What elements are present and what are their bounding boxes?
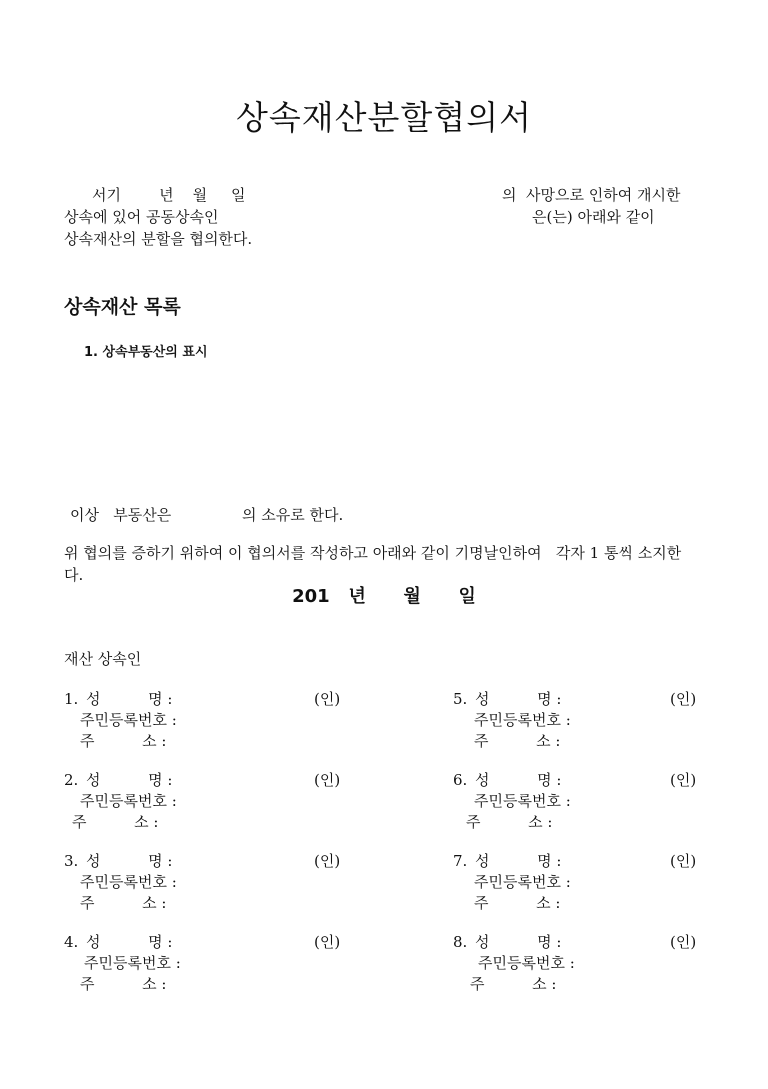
heir-number: 6. bbox=[453, 771, 468, 789]
ownership-text-left: 이상 부동산은 bbox=[70, 506, 172, 524]
heir-name-label: 성 명 : bbox=[475, 771, 562, 789]
agreement-line2: 다. bbox=[64, 566, 84, 584]
heir-rrn-label: 주민등록번호 : bbox=[80, 792, 177, 810]
heir-address-label: 주 소 : bbox=[470, 975, 557, 993]
heir-rrn-label: 주민등록번호 : bbox=[474, 711, 571, 729]
heir-rrn-label: 주민등록번호 : bbox=[80, 873, 177, 891]
intro-line3: 상속재산의 분할을 협의한다. bbox=[64, 230, 253, 248]
seal-mark: (인) bbox=[314, 771, 341, 789]
seal-mark: (인) bbox=[314, 852, 341, 870]
seal-mark: (인) bbox=[670, 690, 697, 708]
agreement-date: 201 년 월 일 bbox=[292, 586, 476, 607]
heir-name-label: 성 명 : bbox=[86, 771, 173, 789]
agreement-line1: 위 협의를 증하기 위하여 이 협의서를 작성하고 아래와 같이 기명날인하여 각자 1 통씩 소지한 bbox=[64, 544, 682, 562]
heir-address-label: 주 소 : bbox=[474, 894, 561, 912]
heir-name-label: 성 명 : bbox=[86, 852, 173, 870]
heirs-label: 재산 상속인 bbox=[64, 650, 142, 668]
seal-mark: (인) bbox=[314, 933, 341, 951]
heir-number: 5. bbox=[453, 690, 468, 708]
heir-number: 8. bbox=[453, 933, 468, 951]
heir-rrn-label: 주민등록번호 : bbox=[474, 873, 571, 891]
seal-mark: (인) bbox=[670, 771, 697, 789]
heir-rrn-label: 주민등록번호 : bbox=[478, 954, 575, 972]
seal-mark: (인) bbox=[670, 852, 697, 870]
intro-line2-right: 은(는) 아래와 같이 bbox=[532, 208, 655, 226]
heir-rrn-label: 주민등록번호 : bbox=[84, 954, 181, 972]
heir-name-label: 성 명 : bbox=[475, 933, 562, 951]
heir-number: 1. bbox=[64, 690, 79, 708]
heir-address-label: 주 소 : bbox=[474, 732, 561, 750]
intro-line2-left: 상속에 있어 공동상속인 bbox=[64, 208, 219, 226]
seal-mark: (인) bbox=[314, 690, 341, 708]
heir-address-label: 주 소 : bbox=[80, 894, 167, 912]
heir-address-label: 주 소 : bbox=[80, 732, 167, 750]
heir-address-label: 주 소 : bbox=[72, 813, 159, 831]
heir-rrn-label: 주민등록번호 : bbox=[80, 711, 177, 729]
ownership-text-right: 의 소유로 한다. bbox=[242, 506, 344, 524]
heir-number: 4. bbox=[64, 933, 79, 951]
heir-name-label: 성 명 : bbox=[86, 933, 173, 951]
heir-name-label: 성 명 : bbox=[475, 852, 562, 870]
intro-line1-left: 서기 년 월 일 bbox=[92, 186, 246, 204]
heir-number: 3. bbox=[64, 852, 79, 870]
heir-rrn-label: 주민등록번호 : bbox=[474, 792, 571, 810]
estate-section-heading: 상속재산 목록 bbox=[64, 296, 181, 318]
seal-mark: (인) bbox=[670, 933, 697, 951]
heir-number: 2. bbox=[64, 771, 79, 789]
heir-address-label: 주 소 : bbox=[80, 975, 167, 993]
document-title: 상속재산분할협의서 bbox=[236, 98, 532, 137]
heir-name-label: 성 명 : bbox=[475, 690, 562, 708]
heir-number: 7. bbox=[453, 852, 468, 870]
estate-item-1: 1. 상속부동산의 표시 bbox=[84, 345, 208, 360]
heir-name-label: 성 명 : bbox=[86, 690, 173, 708]
intro-line1-right: 의 사망으로 인하여 개시한 bbox=[502, 186, 681, 204]
heir-address-label: 주 소 : bbox=[466, 813, 553, 831]
